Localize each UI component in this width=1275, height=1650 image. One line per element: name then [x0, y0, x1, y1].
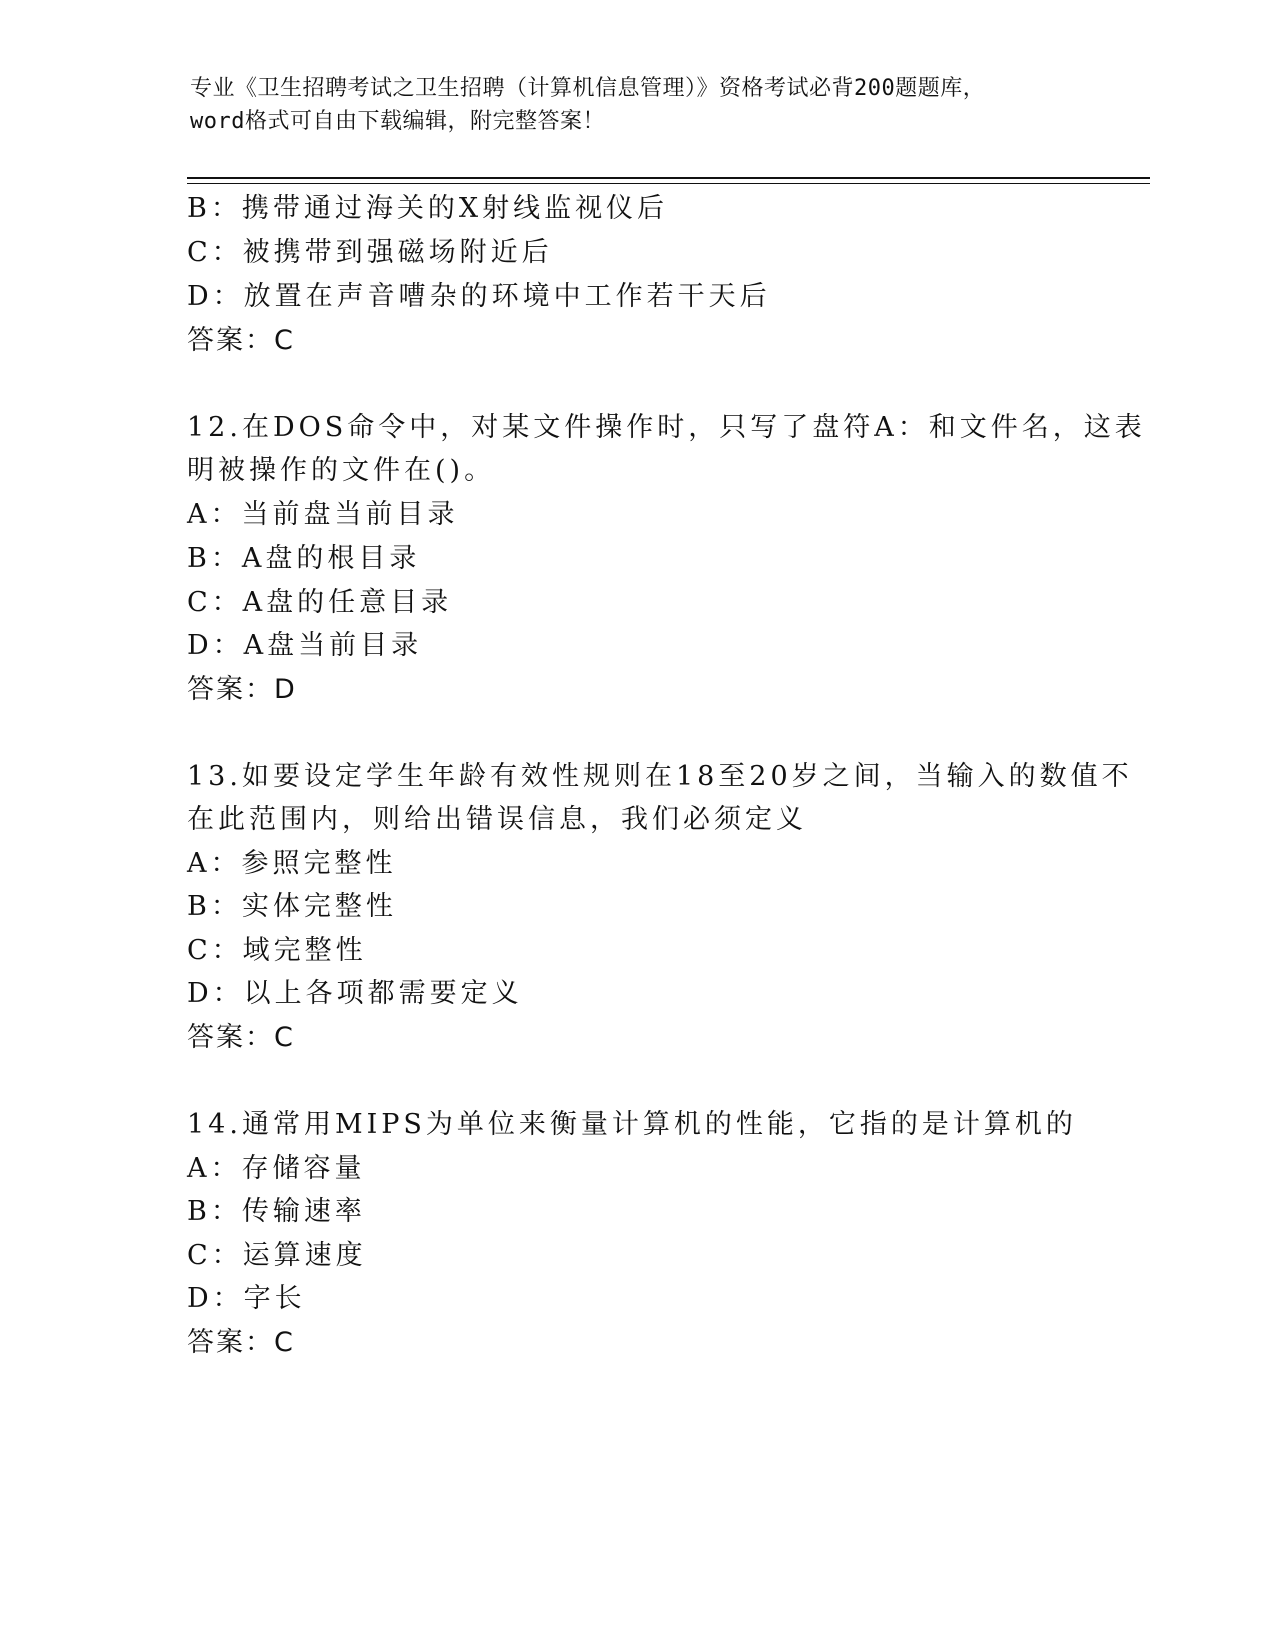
q14-option-c: C：运算速度 [187, 1240, 367, 1271]
q13-option-c: C：域完整性 [187, 935, 367, 966]
q11-answer: 答案：C [187, 325, 295, 356]
header-line-1: 专业《卫生招聘考试之卫生招聘（计算机信息管理）》资格考试必背200题题库， [190, 76, 986, 101]
q13-option-d: D：以上各项都需要定义 [187, 978, 523, 1009]
q13-stem-line-1: 13.如要设定学生年龄有效性规则在18至20岁之间，当输入的数值不 [187, 761, 1133, 792]
q12-option-b: B：A盘的根目录 [187, 543, 421, 574]
q12-option-d: D：A盘当前目录 [187, 630, 423, 661]
q12-answer: 答案：D [187, 674, 297, 705]
q13-answer: 答案：C [187, 1022, 295, 1053]
q12-stem-line-1: 12.在DOS命令中，对某文件操作时，只写了盘符A：和文件名，这表 [187, 412, 1146, 443]
q11-option-d: D：放置在声音嘈杂的环境中工作若干天后 [187, 281, 771, 312]
q13-stem-line-2: 在此范围内，则给出错误信息，我们必须定义 [187, 804, 807, 835]
q11-option-c: C：被携带到强磁场附近后 [187, 237, 553, 268]
header-line-2: word格式可自由下载编辑，附完整答案！ [190, 109, 605, 134]
q11-option-b: B：携带通过海关的X射线监视仪后 [187, 193, 669, 224]
q14-option-b: B：传输速率 [187, 1196, 366, 1227]
q14-answer: 答案：C [187, 1327, 295, 1358]
q13-option-b: B：实体完整性 [187, 891, 397, 922]
q12-option-c: C：A盘的任意目录 [187, 587, 453, 618]
q14-option-d: D：字长 [187, 1283, 306, 1314]
header-divider-thin [187, 183, 1150, 184]
q13-option-a: A：参照完整性 [187, 848, 397, 879]
q12-option-a: A：当前盘当前目录 [187, 499, 459, 530]
q12-stem-line-2: 明被操作的文件在()。 [187, 455, 496, 486]
document-header [190, 72, 1090, 138]
q14-stem-line-1: 14.通常用MIPS为单位来衡量计算机的性能，它指的是计算机的 [187, 1109, 1077, 1140]
q14-option-a: A：存储容量 [187, 1153, 366, 1184]
header-divider-thick [187, 177, 1150, 179]
